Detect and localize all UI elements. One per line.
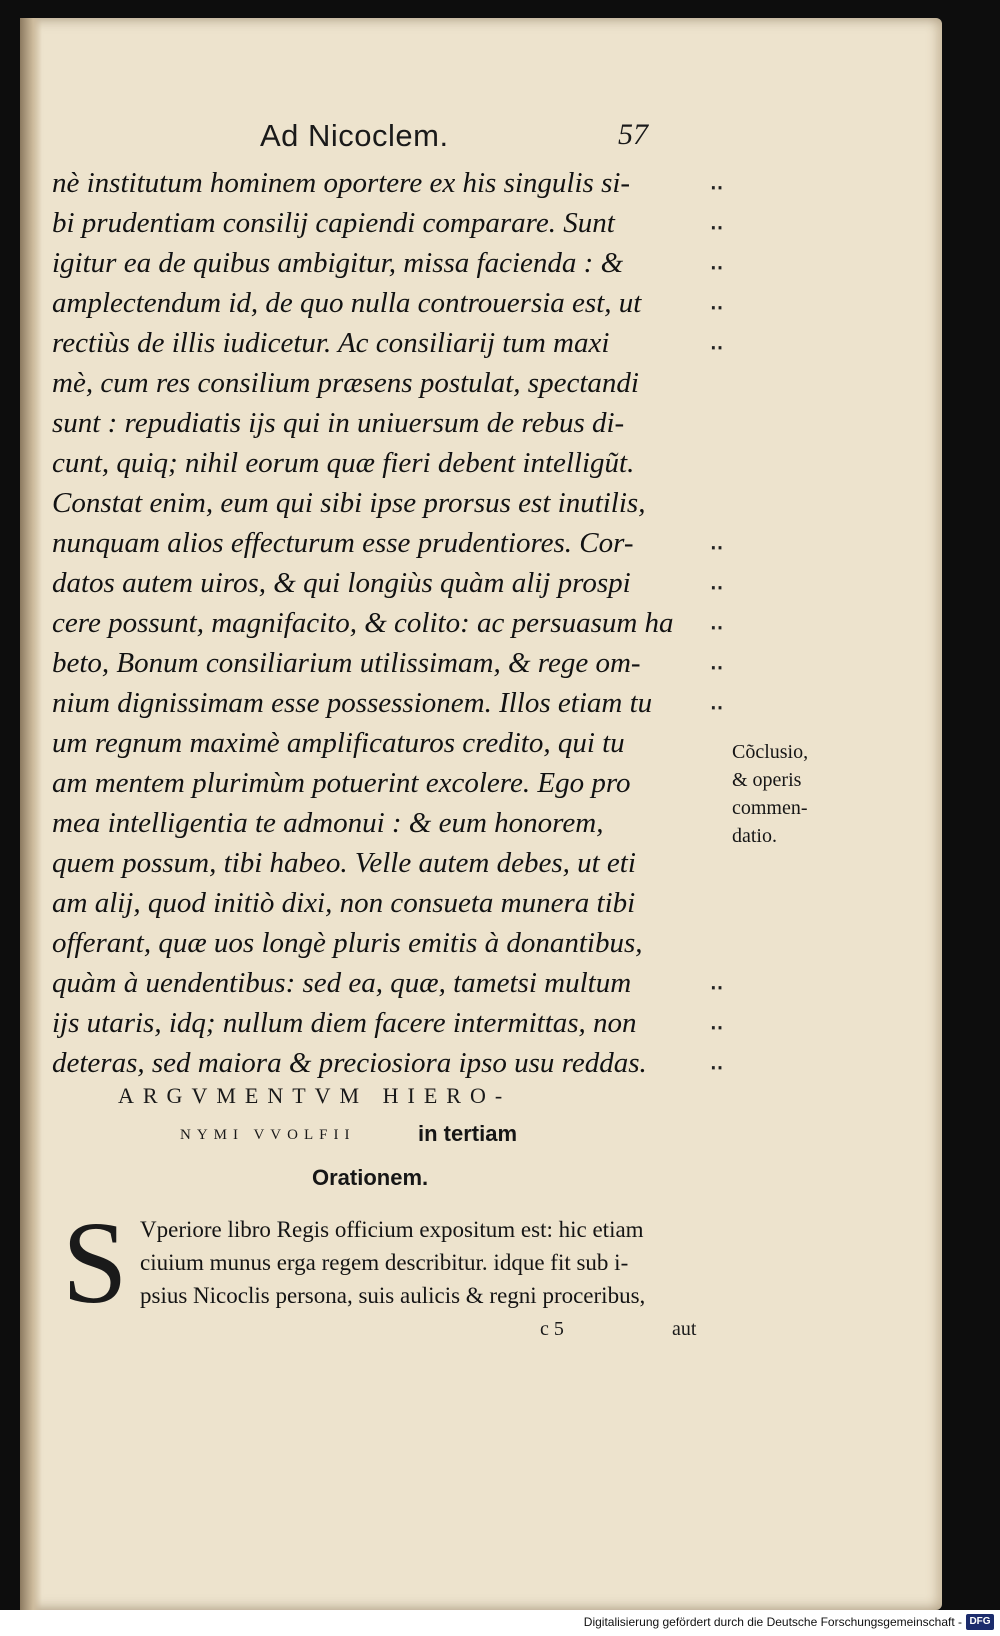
footer-bar: [0, 1610, 1000, 1636]
margin-marks: [710, 163, 750, 1083]
margin-quote-mark: [710, 483, 750, 523]
drop-cap: S: [62, 1197, 128, 1328]
page-gutter: [20, 18, 42, 1610]
argument-lines: [140, 1213, 740, 1312]
body-line: amplectendum id, de quo nulla controuersia est, ut: [52, 287, 642, 319]
heading-line-1: ARGVMENTVM HIERO-: [118, 1083, 512, 1108]
margin-quote-mark: ‥: [710, 692, 724, 714]
body-line: nunquam alios effecturum esse prudentiores. Cor-: [52, 527, 634, 559]
catchword: aut: [672, 1318, 697, 1340]
signature-mark: c 5: [540, 1318, 564, 1340]
body-line: beto, Bonum consiliarium utilissimam, & rege om-: [52, 647, 641, 679]
margin-quote-mark: ‥: [710, 532, 724, 554]
margin-quote-mark: ‥: [710, 1052, 724, 1074]
marginal-note-line: Cõclusio,: [732, 741, 809, 763]
body-line: mè, cum res consilium præsens postulat, spectandi: [52, 367, 639, 399]
margin-quote-mark: ‥: [710, 212, 724, 234]
marginal-note-line: commen-: [732, 797, 808, 819]
heading-line-3: Orationem.: [312, 1165, 429, 1190]
body-line: sunt : repudiatis ijs qui in uniuersum de rebus di-: [52, 407, 625, 439]
margin-quote-mark: [710, 883, 750, 923]
body-line: mea intelligentia te admonui : & eum honorem,: [52, 807, 604, 839]
body-line: rectiùs de illis iudicetur. Ac consiliarij tum maxi: [52, 327, 610, 359]
body-line: deteras, sed maiora & preciosiora ipso usu reddas.: [52, 1047, 647, 1079]
body-line: cunt, quiq; nihil eorum quæ fieri debent intelligũt.: [52, 447, 635, 479]
body-line: am alij, quod initiò dixi, non consueta munera tibi: [52, 887, 636, 919]
argument-line: psius Nicoclis persona, suis aulicis & regni proceribus,: [140, 1283, 646, 1308]
argument-line: ciuium munus erga regem describitur. idque fit sub i-: [140, 1250, 629, 1275]
margin-quote-mark: ‥: [710, 252, 724, 274]
dfg-logo-icon: DFG: [966, 1614, 994, 1630]
body-line: ijs utaris, idq; nullum diem facere intermittas, non: [52, 1007, 637, 1039]
body-line: bi prudentiam consilij capiendi comparare. Sunt: [52, 207, 615, 239]
body-line: um regnum maximè amplificaturos credito, qui tu: [52, 727, 625, 759]
body-line: igitur ea de quibus ambigitur, missa facienda : &: [52, 247, 624, 279]
body-line: quàm à uendentibus: sed ea, quæ, tametsi multum: [52, 967, 632, 999]
body-text: [52, 163, 712, 1083]
heading-line-2: NYMI VVOLFII: [180, 1127, 356, 1143]
body-line: am mentem plurimùm potuerint excolere. Ego pro: [52, 767, 631, 799]
body-line: quem possum, tibi habeo. Velle autem debes, ut eti: [52, 847, 636, 879]
marginal-note-line: & operis: [732, 769, 802, 791]
body-line: nium dignissimam esse possessionem. Illos etiam tu: [52, 687, 653, 719]
marginal-note: [732, 738, 842, 850]
body-line: cere possunt, magnifacito, & colito: ac persuasum ha: [52, 607, 674, 639]
running-head: [20, 118, 942, 158]
margin-quote-mark: [710, 363, 750, 403]
margin-quote-mark: ‥: [710, 172, 724, 194]
page-number: 57: [618, 118, 648, 151]
running-title: Ad Nicoclem.: [260, 118, 449, 153]
margin-quote-mark: [710, 443, 750, 483]
footer-credit: Digitalisierung gefördert durch die Deutsche Forschungsgemeinschaft -: [583, 1615, 962, 1629]
body-line: nè institutum hominem oportere ex his singulis si-: [52, 167, 631, 199]
margin-quote-mark: ‥: [710, 1012, 724, 1034]
margin-quote-mark: ‥: [710, 572, 724, 594]
margin-quote-mark: [710, 923, 750, 963]
margin-quote-mark: ‥: [710, 972, 724, 994]
margin-quote-mark: ‥: [710, 652, 724, 674]
body-line: offerant, quæ uos longè pluris emitis à donantibus,: [52, 927, 643, 959]
margin-quote-mark: ‥: [710, 612, 724, 634]
margin-quote-mark: ‥: [710, 332, 724, 354]
argument-line: Vperiore libro Regis officium expositum est: hic etiam: [140, 1217, 644, 1242]
body-line: Constat enim, eum qui sibi ipse prorsus est inutilis,: [52, 487, 646, 519]
body-line: datos autem uiros, & qui longiùs quàm alij prospi: [52, 567, 631, 599]
heading-line-2b: in tertiam: [418, 1121, 518, 1146]
signature-line: [20, 1318, 942, 1348]
marginal-note-line: datio.: [732, 825, 777, 847]
book-page: [20, 18, 942, 1610]
margin-quote-mark: ‥: [710, 292, 724, 314]
margin-quote-mark: [710, 403, 750, 443]
